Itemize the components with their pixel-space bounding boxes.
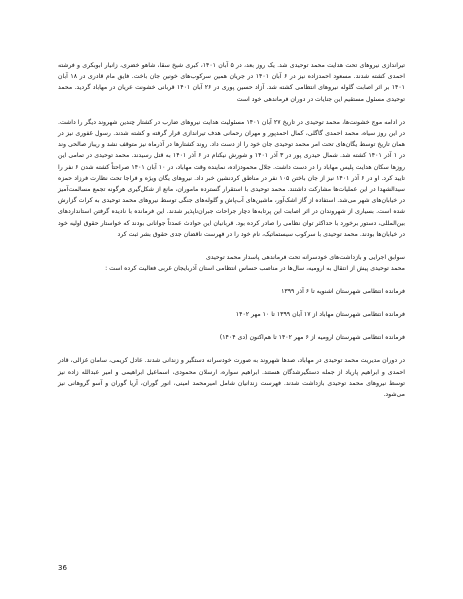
position-oshnavieh: فرمانده انتظامی شهرستان اشنویه تا ۶ آذر ۱۳۹۹ (281, 288, 405, 296)
section-heading-executive-record: سوابق اجرایی و بازداشت‌های خودسرانه تحت فرماندهی پاسدار محمد توحیدی (205, 254, 405, 262)
paragraph-killings-continuation: در ادامه موج خشونت‌ها، محمد توحیدی در تاریخ ۲۷ آبان ۱۴۰۱ مسئولیت هدایت نیروهای ضارب در کشتار چندین شهروند دیگر را داشت. در این روز سیاه، محمد احمدی گاگلی، کمال احمدپور و مهران رحمانی هدف تیراندازی قرار گرفته و کشته شدند. رسول غفوری نیز در همان تاریخ توسط یگان‌های تحت امر محمد توحیدی جان خود را از دست داد. روند کشتارها در آذرماه نیز متوقف نشد و ریباز صالحی وند در ۱ آذر ۱۴۰۱ کشته شد. شمال حیدری پور در ۳ آذر ۱۴۰۱ و شورش نیکنام در ۶ آذر ۱۴۰۱ به قتل رسیدند. محمد توحیدی در تمامی این روزها سکان هدایت پلیس مهاباد را در دست داشت. جلال محمودزاده، نماینده وقت مهاباد، در ۱۰ آبان ۱۴۰۱ صراحتاً کشته شدن ۶ نفر را تایید کرد. او در ۶ آذر ۱۴۰۱ نیز از جان باختن ۱۰۵ نفر در مناطق کردنشین خبر داد. نیروهای یگان ویژه و فراجا تحت نظارت فرزاد حمزه سیدالشهدا در این عملیات‌ها مشارکت داشتند. محمد توحیدی با استقرار گسترده ماموران، مانع از شکل‌گیری هرگونه تجمع مسالمت‌آمیز در خیابان‌های شهر می‌شد. استفاده از گاز اشک‌آور، ماشین‌های آب‌پاش و گلوله‌های جنگی توسط نیروهای محمد توحیدی به کرات گزارش شده است. بسیاری از شهروندان در اثر اصابت این پرتابه‌ها دچار جراحات جبران‌ناپذیر شدند. این فرمانده با نادیده گرفتن استانداردهای بین‌المللی، دستور برخورد با حداکثر توان نظامی را صادر کرده بود. قربانیان این حوادث عمدتاً جوانانی بودند که خواستار حقوق اولیه خود در خیابان‌ها بودند. محمد توحیدی با سرکوب سیستماتیک، نام خود را در فهرست ناقضان جدی حقوق بشر ثبت کرد (58, 118, 405, 238)
position-urmia: فرمانده انتظامی شهرستان ارومیه از ۶ مهر ۱۴۰۲ تا هم‌اکنون (دی ۱۴۰۴) (219, 334, 405, 342)
page-number: 36 (58, 564, 67, 572)
paragraph-arbitrary-arrests: در دوران مدیریت محمد توحیدی در مهاباد، صدها شهروند به صورت خودسرانه دستگیر و زندانی شدند. عادل کریمی، سامان غزالی، قادر احمدی و ابراهیم پاریاد از جمله دستگیرشدگان هستند. ابراهیم سواره، ارسلان محمودی، اسماعیل ابراهیمی و امیر عبدالله زاده نیز توسط نیروهای محمد توحیدی بازداشت شدند. فهرست زندانیان شامل امیرمحمد امینی، انور گوران، آریا گوران و آسو گروهانی نیز می‌شود. (58, 357, 405, 399)
paragraph-casualties-aban: تیراندازی نیروهای تحت هدایت محمد توحیدی شد. یک روز بعد، در ۵ آبان ۱۴۰۱، کبری شیخ سقا، شاهو خضری، زانیار ابوبکری و فرشته احمدی کشته شدند. مسعود احمدزاده نیز در ۶ آبان ۱۴۰۱ در جریان همین سرکوب‌های خونین جان باخت. فایق مام قادری در ۱۸ آبان ۱۴۰۱ بر اثر اصابت گلوله نیروهای انتظامی کشته شد. آزاد حسین پوری در ۲۶ آبان ۱۴۰۱ قربانی خشونت عریان در مهاباد گردید. محمد توحیدی مسئول مستقیم این جنایات در دوران فرماندهی خود است (58, 62, 405, 103)
position-mahabad: فرمانده انتظامی شهرستان مهاباد از ۱۷ آبان ۱۳۹۹ تا ۱۰ مهر ۱۴۰۲ (235, 311, 405, 319)
page-content (58, 60, 405, 400)
paragraph-career-intro: محمد توحیدی پیش از انتقال به ارومیه، سال‌ها در مناصب حساس انتظامی استان آذربایجان غربی فعالیت کرده است : (105, 265, 405, 273)
